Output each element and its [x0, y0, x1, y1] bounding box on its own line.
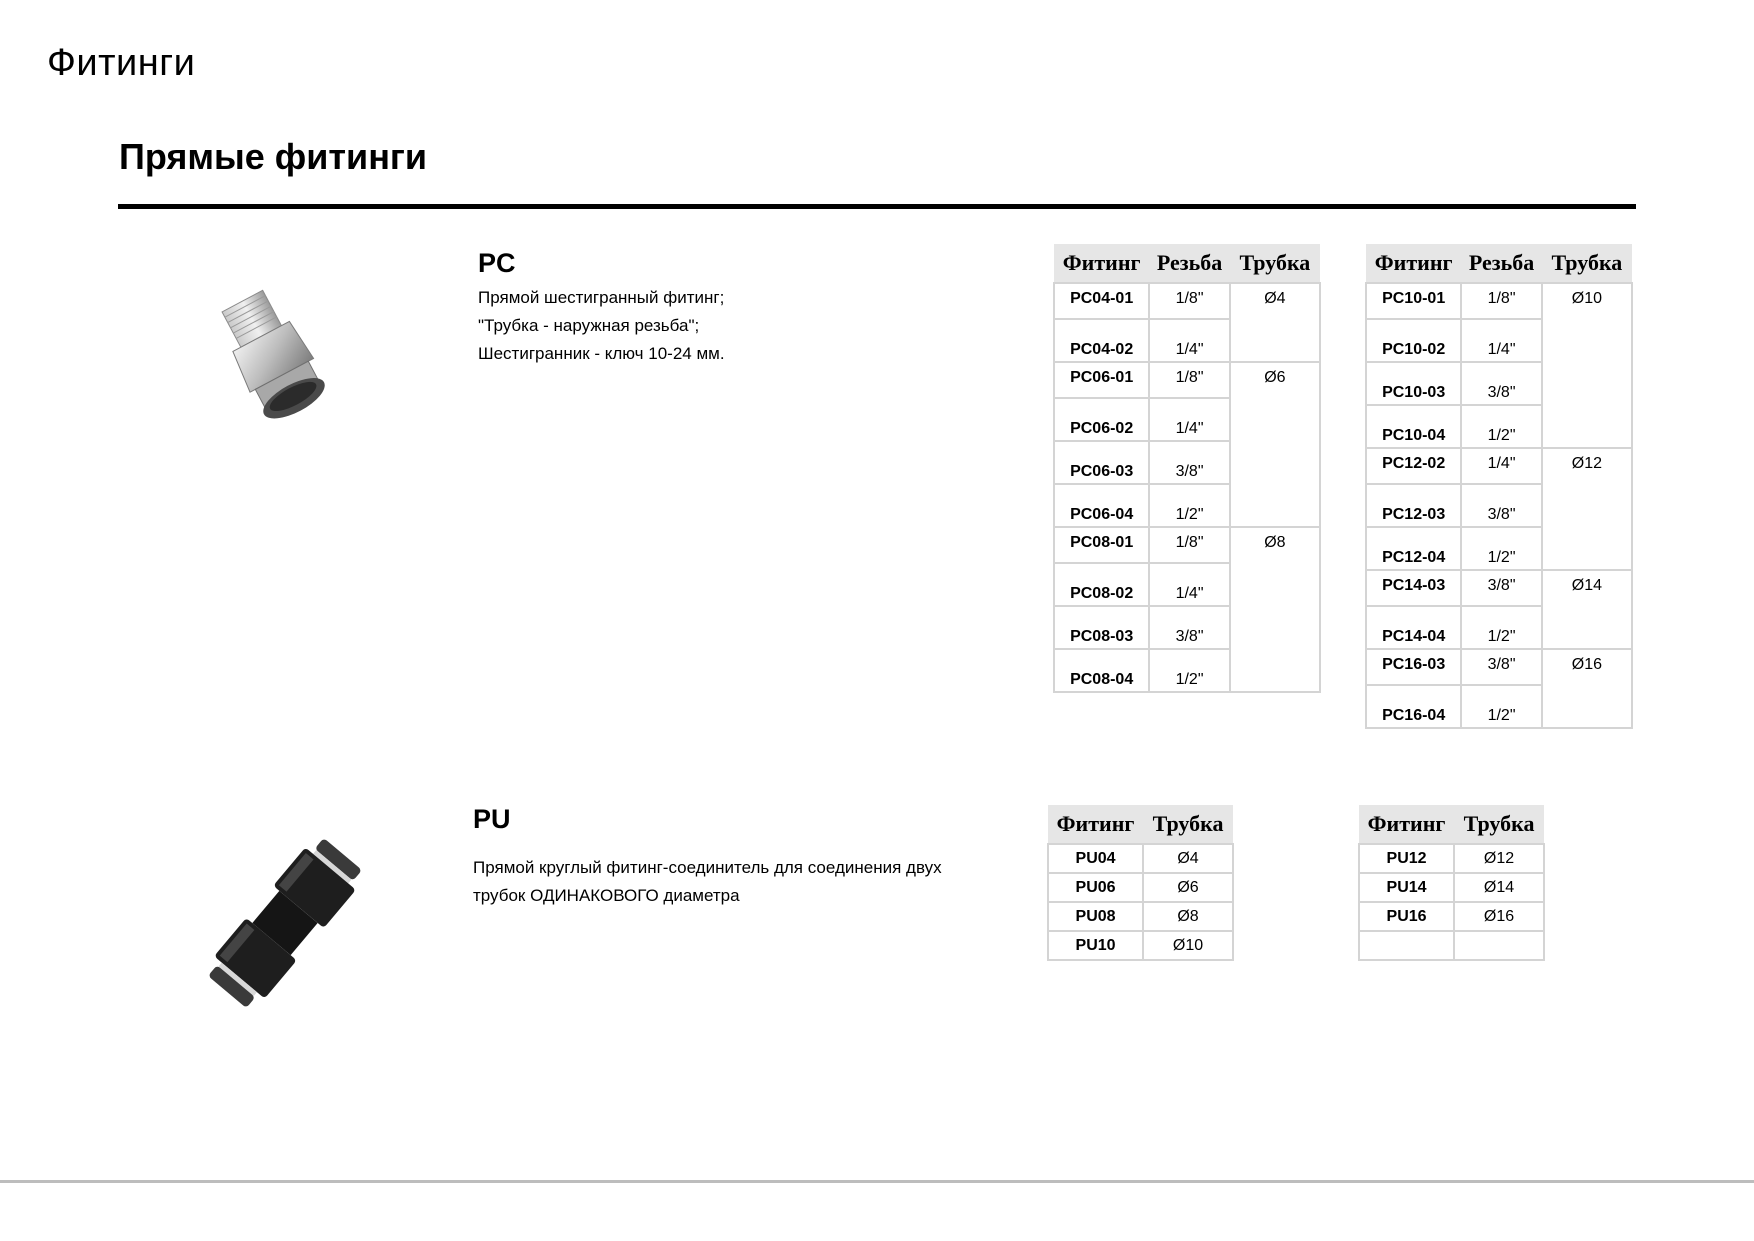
thread-cell: 1/2": [1461, 606, 1541, 649]
fitting-cell: PC14-03: [1366, 570, 1461, 606]
fitting-cell: PU06: [1048, 873, 1143, 902]
thread-cell: 3/8": [1149, 606, 1229, 649]
thread-cell: 1/2": [1149, 649, 1229, 692]
fitting-cell: PC06-04: [1054, 484, 1149, 527]
thread-cell: 1/2": [1461, 405, 1541, 448]
thread-cell: 3/8": [1461, 570, 1541, 606]
fitting-cell: PC10-02: [1366, 319, 1461, 362]
fitting-cell: PU16: [1359, 902, 1454, 931]
table-row: [1366, 649, 1632, 685]
pu-description: [473, 854, 942, 910]
thread-cell: 1/8": [1461, 283, 1541, 319]
table-row: [1359, 931, 1544, 960]
fitting-cell: PC12-04: [1366, 527, 1461, 570]
thread-cell: 1/8": [1149, 527, 1229, 563]
tube-cell: Ø4: [1230, 283, 1320, 362]
pc-description-line: "Трубка - наружная резьба";: [478, 316, 700, 335]
fitting-cell: PC08-04: [1054, 649, 1149, 692]
fitting-cell: PU04: [1048, 844, 1143, 873]
thread-cell: 1/2": [1461, 685, 1541, 728]
table-row: [1366, 283, 1632, 319]
fitting-cell: PC12-02: [1366, 448, 1461, 484]
fitting-cell: PC10-04: [1366, 405, 1461, 448]
thread-cell: 3/8": [1461, 484, 1541, 527]
pu-product-code: PU: [473, 804, 511, 834]
header-thread: Резьба: [1461, 244, 1541, 283]
pc-product-code: PC: [478, 248, 516, 278]
pu-table-left: [1047, 805, 1234, 961]
thread-cell: 1/4": [1461, 319, 1541, 362]
pc-description-line: Прямой шестигранный фитинг;: [478, 288, 725, 307]
thread-cell: 1/4": [1461, 448, 1541, 484]
pu-description-line: трубок ОДИНАКОВОГО диаметра: [473, 886, 740, 905]
fitting-cell: PC14-04: [1366, 606, 1461, 649]
section-divider: [118, 204, 1636, 209]
pc-description-line: Шестигранник - ключ 10-24 мм.: [478, 344, 725, 363]
tube-cell: Ø16: [1454, 902, 1544, 931]
fitting-cell: PC08-01: [1054, 527, 1149, 563]
pc-table-left: [1053, 244, 1321, 693]
thread-cell: 3/8": [1461, 649, 1541, 685]
header-fitting: Фитинг: [1359, 805, 1454, 844]
tube-cell: Ø10: [1542, 283, 1632, 448]
tube-cell: Ø10: [1143, 931, 1233, 960]
table-row: [1048, 931, 1233, 960]
tube-cell: Ø8: [1143, 902, 1233, 931]
header-tube: Трубка: [1230, 244, 1320, 283]
pc-table-right: [1365, 244, 1633, 729]
table-row: [1054, 527, 1320, 563]
pu-fitting-image: [190, 828, 380, 1018]
fitting-cell: PC16-03: [1366, 649, 1461, 685]
header-tube: Трубка: [1542, 244, 1632, 283]
fitting-cell: PC10-03: [1366, 362, 1461, 405]
tube-cell: Ø12: [1454, 844, 1544, 873]
fitting-cell: PC06-03: [1054, 441, 1149, 484]
header-thread: Резьба: [1149, 244, 1229, 283]
header-fitting: Фитинг: [1054, 244, 1149, 283]
tube-cell: Ø6: [1230, 362, 1320, 527]
tube-cell: Ø6: [1143, 873, 1233, 902]
table-row: [1359, 844, 1544, 873]
thread-cell: 1/4": [1149, 563, 1229, 606]
fitting-cell: [1359, 931, 1454, 960]
fitting-cell: PU10: [1048, 931, 1143, 960]
tube-cell: [1454, 931, 1544, 960]
page-title: Фитинги: [47, 42, 196, 84]
thread-cell: 1/2": [1461, 527, 1541, 570]
fitting-cell: PC08-02: [1054, 563, 1149, 606]
table-row: [1054, 283, 1320, 319]
thread-cell: 1/2": [1149, 484, 1229, 527]
fitting-cell: PC10-01: [1366, 283, 1461, 319]
table-row: [1366, 448, 1632, 484]
fitting-cell: PC04-02: [1054, 319, 1149, 362]
table-row: [1359, 873, 1544, 902]
table-row: [1048, 873, 1233, 902]
thread-cell: 3/8": [1461, 362, 1541, 405]
pu-table-right: [1358, 805, 1545, 961]
tube-cell: Ø4: [1143, 844, 1233, 873]
tube-cell: Ø14: [1454, 873, 1544, 902]
tube-cell: Ø8: [1230, 527, 1320, 692]
fitting-cell: PC08-03: [1054, 606, 1149, 649]
fitting-cell: PC16-04: [1366, 685, 1461, 728]
thread-cell: 1/4": [1149, 398, 1229, 441]
tube-cell: Ø16: [1542, 649, 1632, 728]
fitting-cell: PC04-01: [1054, 283, 1149, 319]
fitting-cell: PC06-01: [1054, 362, 1149, 398]
section-title: Прямые фитинги: [119, 136, 428, 177]
fitting-cell: PC12-03: [1366, 484, 1461, 527]
tube-cell: Ø12: [1542, 448, 1632, 570]
table-row: [1366, 570, 1632, 606]
fitting-cell: PU14: [1359, 873, 1454, 902]
fitting-cell: PU12: [1359, 844, 1454, 873]
pu-description-line: Прямой круглый фитинг-соединитель для соединения двух: [473, 858, 942, 877]
thread-cell: 3/8": [1149, 441, 1229, 484]
table-row: [1048, 902, 1233, 931]
table-row: [1048, 844, 1233, 873]
tube-cell: Ø14: [1542, 570, 1632, 649]
page-footer-divider: [0, 1180, 1754, 1183]
header-fitting: Фитинг: [1048, 805, 1143, 844]
fitting-cell: PU08: [1048, 902, 1143, 931]
fitting-cell: PC06-02: [1054, 398, 1149, 441]
pc-description: [478, 284, 725, 368]
header-tube: Трубка: [1143, 805, 1233, 844]
table-row: [1054, 362, 1320, 398]
pc-fitting-image: [205, 282, 355, 432]
thread-cell: 1/8": [1149, 283, 1229, 319]
header-tube: Трубка: [1454, 805, 1544, 844]
thread-cell: 1/4": [1149, 319, 1229, 362]
header-fitting: Фитинг: [1366, 244, 1461, 283]
table-row: [1359, 902, 1544, 931]
thread-cell: 1/8": [1149, 362, 1229, 398]
